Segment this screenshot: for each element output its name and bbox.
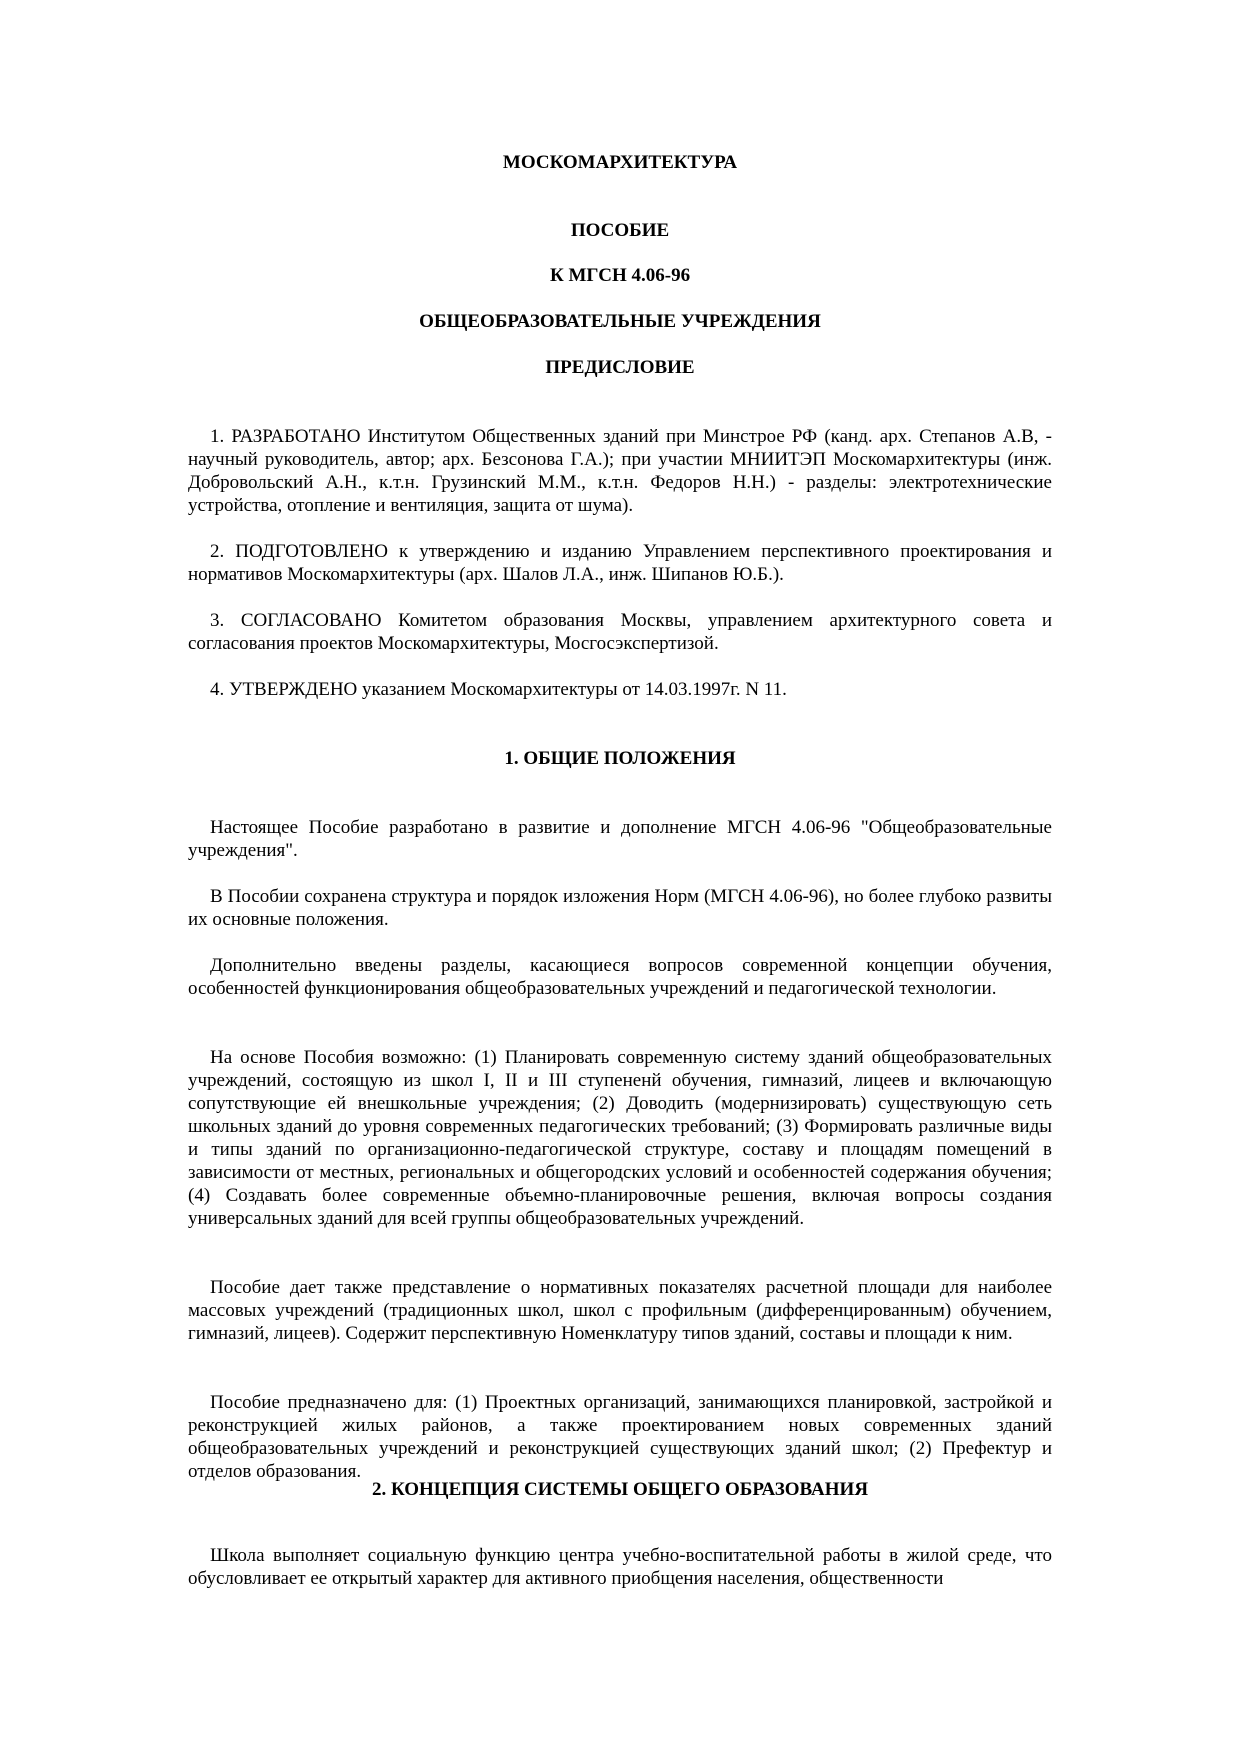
doc-type-heading: ПОСОБИЕ — [570, 220, 670, 241]
section-1-paragraph-3: Дополнительно введены разделы, касающиеся вопросов современной концепции обучения, особенностей функционирования общеобразовательных учреждений и педагогической технологии. — [188, 955, 1052, 999]
preface-item-4: 4. УТВЕРЖДЕНО указанием Москомархитектуры от 14.03.1997г. N 11. — [210, 679, 787, 700]
section-1-paragraph-4: На основе Пособия возможно: (1) Планировать современную систему зданий общеобразовательных учреждений, состоящую из школ I, II и III ступененй обучения, гимназий, лицеев и включающую сопутствующие ей внешкольные учреждения; (2) Доводить (модернизировать) существующую сеть школьных зданий до уровня современных педагогических требований; (3) Формировать различные виды и типы зданий по организационно-педагогической структуре, составу и площадям помещений в зависимости от местных, региональных и общегородских условий и особенностей содержания обучения; (4) Создавать более современные объемно-планировочные решения, включая вопросы создания универсальных зданий для всей группы общеобразовательных учреждений. — [188, 1047, 1052, 1229]
organization-heading: МОСКОМАРХИТЕКТУРА — [502, 152, 738, 173]
doc-ref-heading: К МГСН 4.06-96 — [549, 265, 691, 286]
section-1-paragraph-2: В Пособии сохранена структура и порядок изложения Норм (МГСН 4.06-96), но более глубоко развиты их основные положения. — [188, 886, 1052, 930]
section-1-paragraph-6: Пособие предназначено для: (1) Проектных организаций, занимающихся планировкой, застройкой и реконструкцией жилых районов, а также проектированием новых современных зданий общеобразовательных учреждений и реконструкцией существующих зданий школ; (2) Префектур и отделов образования. — [188, 1392, 1052, 1482]
section-1-paragraph-1: Настоящее Пособие разработано в развитие и дополнение МГСН 4.06-96 "Общеобразовательные учреждения". — [188, 817, 1052, 861]
preface-item-1: 1. РАЗРАБОТАНО Институтом Общественных зданий при Минстрое РФ (канд. арх. Степанов А.В, - научный руководитель, автор; арх. Безсонова Г.А.); при участии МНИИТЭП Москомархитектуры (инж. Добровольский А.Н., к.т.н. Грузинский М.М., к.т.н. Федоров Н.Н.) - разделы: электротехнические устройства, отопление и вентиляция, защита от шума). — [188, 426, 1052, 516]
section-1-heading: 1. ОБЩИЕ ПОЛОЖЕНИЯ — [504, 748, 736, 769]
section-2-heading: 2. КОНЦЕПЦИЯ СИСТЕМЫ ОБЩЕГО ОБРАЗОВАНИЯ — [371, 1479, 869, 1500]
preface-item-2: 2. ПОДГОТОВЛЕНО к утверждению и изданию Управлением перспективного проектирования и нормативов Москомархитектуры (арх. Шалов Л.А., инж. Шипанов Ю.Б.). — [188, 541, 1052, 585]
doc-title-heading: ОБЩЕОБРАЗОВАТЕЛЬНЫЕ УЧРЕЖДЕНИЯ — [419, 311, 821, 332]
preface-heading: ПРЕДИСЛОВИЕ — [545, 357, 695, 378]
section-2-paragraph-1: Школа выполняет социальную функцию центра учебно-воспитательной работы в жилой среде, что обусловливает ее открытый характер для активного приобщения населения, общественности — [188, 1545, 1052, 1589]
preface-item-3: 3. СОГЛАСОВАНО Комитетом образования Москвы, управлением архитектурного совета и согласования проектов Москомархитектуры, Мосгосэкспертизой. — [188, 610, 1052, 654]
section-1-paragraph-5: Пособие дает также представление о нормативных показателях расчетной площади для наиболее массовых учреждений (традиционных школ, школ с профильным (дифференцированным) обучением, гимназий, лицеев). Содержит перспективную Номенклатуру типов зданий, составы и площади к ним. — [188, 1277, 1052, 1344]
